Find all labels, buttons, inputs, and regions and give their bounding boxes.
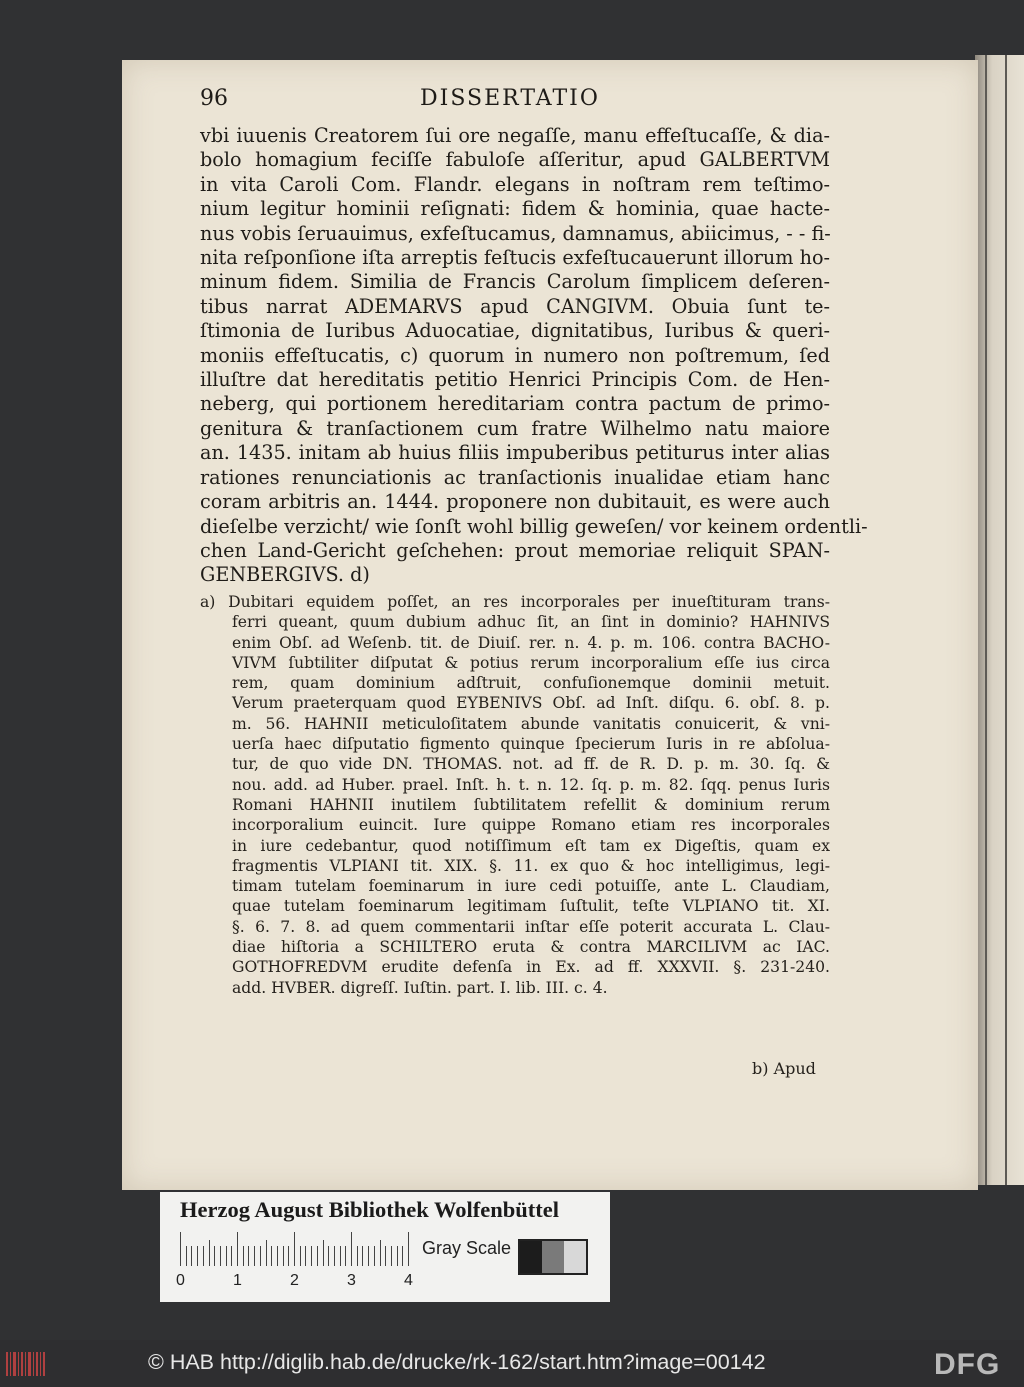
ruler-tick	[368, 1246, 369, 1266]
ruler-tick	[260, 1246, 261, 1266]
text-line: tibus narrat ADEMARVS apud CANGIVM. Obuia ſunt te-	[200, 294, 830, 318]
ruler-tick	[220, 1246, 221, 1266]
gray-swatch-cell	[564, 1241, 586, 1273]
ruler-tick	[323, 1240, 324, 1266]
footnote-line: §. 6. 7. 8. ad quem commentarii inſtar eſſe poterit accurata L. Clau-	[232, 917, 830, 936]
ruler-tick	[328, 1246, 329, 1266]
running-head: DISSERTATIO	[420, 86, 600, 111]
ruler-tick	[397, 1246, 398, 1266]
ruler-tick	[402, 1246, 403, 1266]
ruler-tick	[340, 1246, 341, 1266]
gray-swatch-cell	[520, 1241, 542, 1273]
gray-swatch-cell	[542, 1241, 564, 1273]
ruler-number: 3	[347, 1272, 356, 1289]
text-line: illuſtre dat hereditatis petitio Henrici Principis Com. de Hen-	[200, 368, 830, 392]
ruler-number: 4	[404, 1272, 413, 1289]
ruler-tick	[311, 1246, 312, 1266]
text-line: rationes renunciationis ac tranſactionis inualidae etiam hanc	[200, 465, 830, 489]
ruler-numbers	[176, 1272, 420, 1292]
ruler-tick	[362, 1246, 363, 1266]
ruler-tick	[385, 1246, 386, 1266]
ruler-tick	[203, 1246, 204, 1266]
body-text	[200, 124, 868, 588]
footnote-line: m. 56. HAHNII meticuloſitatem abunde vanitatis conuicerit, & vni-	[232, 714, 830, 733]
ruler-tick	[380, 1240, 381, 1266]
page-header	[200, 86, 740, 111]
library-name: Herzog August Bibliothek Wolfenbüttel	[180, 1197, 559, 1222]
text-line: bolo homagium feciſſe fabuloſe aſſeritur, apud GALBERTVM	[200, 148, 830, 172]
ruler-tick	[391, 1246, 392, 1266]
page-number: 96	[200, 86, 228, 111]
ruler-tick	[231, 1246, 232, 1266]
footnote-line: uerſa haec diſputatio figmento quinque ſpecierum Iuris in re abſolua-	[232, 735, 830, 754]
ruler-number: 2	[290, 1272, 299, 1289]
ruler-tick	[408, 1232, 409, 1266]
copyright-link[interactable]: © HAB http://diglib.hab.de/drucke/rk-162/start.htm?image=00142	[148, 1350, 766, 1374]
ruler-tick	[197, 1246, 198, 1266]
text-line: genitura & tranſactionem cum fratre Wilhelmo natu maiore	[200, 416, 830, 440]
ruler-tick	[214, 1246, 215, 1266]
footnote-line: diae hiſtoria a SCHILTERO eruta & contra MARCILIVM ac IAC.	[232, 938, 830, 957]
ruler-tick	[209, 1240, 210, 1266]
text-line: neberg, qui portionem hereditariam contra pactum de primo-	[200, 392, 830, 416]
ruler-tick	[351, 1232, 352, 1266]
ruler-tick	[237, 1232, 238, 1266]
ruler-tick	[248, 1246, 249, 1266]
text-line: minum fidem. Similia de Francis Carolum ſimplicem deſeren-	[200, 270, 830, 294]
gray-scale-swatch	[518, 1239, 588, 1275]
footnote	[200, 592, 830, 998]
footnote-line: rem, quam dominium adſtruit, confuſionemque dominii metuit.	[232, 674, 830, 693]
text-line: chen Land-Gericht geſchehen: prout memoriae reliquit SPAN-	[200, 538, 830, 562]
footnote-line: GOTHOFREDVM erudite defenſa in Ex. ad ff. XXXVII. §. 231-240.	[232, 958, 830, 977]
ruler-number: 1	[233, 1272, 242, 1289]
ruler-tick	[254, 1246, 255, 1266]
text-line: coram arbitris an. 1444. proponere non dubitauit, es were auch	[200, 490, 830, 514]
ruler-tick	[345, 1246, 346, 1266]
ruler-tick	[180, 1232, 181, 1266]
footnote-line: nou. add. ad Huber. prael. Inſt. h. t. n. 12. ſq. p. m. 82. ſqq. penus Iuris	[232, 775, 830, 794]
text-line: GENBERGIVS. d)	[200, 563, 370, 587]
footnote-line: add. HVBER. digreſſ. Iuſtin. part. I. lib. III. c. 4.	[232, 978, 608, 997]
ruler-tick	[294, 1232, 295, 1266]
adjacent-page-edge	[975, 55, 1024, 1185]
text-line: nium legitur hominii reſignati: fidem & hominia, quae hacte-	[200, 197, 830, 221]
footnote-line: in iure cedebantur, quod notiſſimum eſt tam ex Digeſtis, quam ex	[232, 836, 830, 855]
footnote-line: Verum praeterquam quod EYBENIVS Obſ. ad Inſt. diſqu. 6. obſ. 8. p.	[232, 694, 830, 713]
text-line: dieſelbe verzicht/ wie ſonſt wohl billig geweſen/ vor keinem ordentli-	[200, 514, 868, 538]
footnote-line: enim Obſ. ad Weſenb. tit. de Diuiſ. rer. n. 4. p. m. 106. contra BACHO-	[232, 633, 830, 652]
ruler-tick	[357, 1246, 358, 1266]
text-line: an. 1435. initam ab huius filiis impuberibus petiturus inter alias	[200, 441, 830, 465]
text-line: in vita Caroli Com. Flandr. elegans in noſtram rem teſtimo-	[200, 172, 830, 196]
ruler-tick	[243, 1246, 244, 1266]
text-line: nus vobis ſeruauimus, exfeſtucamus, damnamus, abiicimus, - - fi-	[200, 221, 831, 245]
footnote-line: tur, de quo vide DN. THOMAS. not. ad ff. de R. D. p. m. 30. ſq. &	[232, 755, 830, 774]
ruler-tick	[266, 1240, 267, 1266]
text-line: vbi iuuenis Creatorem ſui ore negaſſe, manu effeſtucaſſe, & dia-	[200, 124, 830, 147]
ruler-tick	[277, 1246, 278, 1266]
gray-scale-label: Gray Scale	[422, 1238, 512, 1258]
ruler-number: 0	[176, 1272, 185, 1289]
ruler-tick	[374, 1246, 375, 1266]
ruler-tick	[226, 1246, 227, 1266]
footnote-line: VIVM ſubtiliter diſputat & potius rerum incorporalium eſſe ius circa	[232, 653, 830, 672]
text-line: nita reſponſione iſta arreptis feſtucis exfeſtucauerunt illorum ho-	[200, 246, 830, 270]
footnote-line: quae tutelam foeminarum legitimam ſuſtulit, teſte VLPIANO tit. XI.	[232, 897, 830, 916]
footnote-line: Romani HAHNII inutilem ſubtilitatem refellit & dominium rerum	[232, 795, 830, 814]
ruler-tick	[317, 1246, 318, 1266]
ruler-tick	[186, 1246, 187, 1266]
dfg-logo: DFG	[934, 1348, 1001, 1381]
text-line: moniis effeſtucatis, c) quorum in numero non poſtremum, ſed	[200, 343, 830, 367]
ruler-tick	[283, 1246, 284, 1266]
ruler-tick	[288, 1246, 289, 1266]
ruler-tick	[305, 1246, 306, 1266]
catchword: b) Apud	[752, 1059, 816, 1078]
footnote-line: a) Dubitari equidem poſſet, an res incorporales per inueſtituram trans-	[200, 593, 830, 611]
text-line: ſtimonia de Iuribus Aduocatiae, dignitatibus, Iuribus & queri-	[200, 319, 830, 343]
ruler	[180, 1232, 408, 1266]
footnote-line: incorporalium euincit. Iure quippe Romano etiam res incorporales	[232, 816, 830, 835]
ruler-tick	[191, 1246, 192, 1266]
ruler-tick	[334, 1246, 335, 1266]
footnote-line: timam tutelam foeminarum in iure cedi potuiſſe, ante L. Claudiam,	[232, 877, 830, 896]
library-scale-card	[160, 1192, 610, 1302]
footnote-line: ferri queant, quum dubium adhuc ſit, an ſint in dominio? HAHNIVS	[232, 613, 830, 632]
footnote-line: fragmentis VLPIANI tit. XIX. §. 11. ex quo & hoc intelligimus, legi-	[232, 856, 830, 875]
ruler-tick	[271, 1246, 272, 1266]
ruler-tick	[300, 1246, 301, 1266]
footer-bar	[0, 1340, 1024, 1387]
barcode-icon	[6, 1350, 46, 1378]
